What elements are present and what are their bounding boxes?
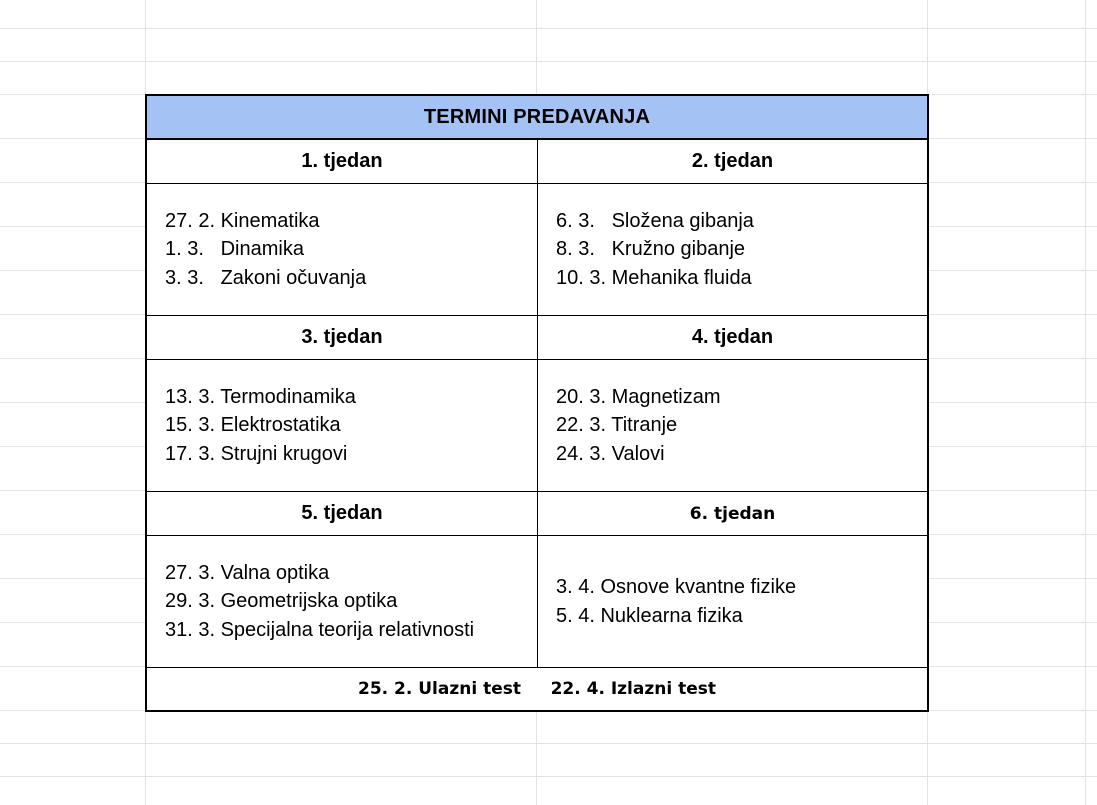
week-6-heading[interactable]: 6. tjedan: [538, 492, 927, 536]
lecture-item: 27. 3. Valna optika: [165, 561, 330, 584]
lecture-item: 20. 3. Magnetizam: [556, 385, 721, 408]
lecture-item: 8. 3. Kružno gibanje: [556, 238, 746, 261]
week-2-heading[interactable]: 2. tjedan: [538, 140, 927, 184]
week-4-lectures[interactable]: [538, 360, 927, 492]
lecture-item: 3. 4. Osnove kvantne fizike: [556, 576, 797, 598]
week-3-lectures[interactable]: [147, 360, 538, 492]
lecture-item: 31. 3. Specijalna teorija relativnosti: [165, 618, 475, 641]
table-title[interactable]: TERMINI PREDAVANJA: [147, 96, 927, 140]
week-2-lectures[interactable]: [538, 184, 927, 316]
week-1-lectures[interactable]: [147, 184, 538, 316]
test-dates-row[interactable]: [147, 668, 927, 710]
lecture-item: 13. 3. Termodinamika: [165, 385, 356, 408]
week-6-lectures[interactable]: [538, 536, 927, 668]
lecture-item: 22. 3. Titranje: [556, 414, 678, 437]
week-5-lectures[interactable]: [147, 536, 538, 668]
lecture-item: 27. 2. Kinematika: [165, 209, 320, 232]
lecture-item: 10. 3. Mehanika fluida: [556, 266, 752, 289]
lecture-item: 24. 3. Valovi: [556, 442, 665, 465]
exit-test-label: 22. 4. Izlazni test: [550, 679, 716, 699]
week-1-heading[interactable]: 1. tjedan: [147, 140, 538, 184]
entry-test-label: 25. 2. Ulazni test: [358, 679, 521, 699]
lecture-item: 1. 3. Dinamika: [165, 238, 304, 261]
lecture-item: 29. 3. Geometrijska optika: [165, 590, 398, 613]
lecture-item: 15. 3. Elektrostatika: [165, 414, 341, 437]
lecture-item: 17. 3. Strujni krugovi: [165, 442, 348, 465]
week-4-heading[interactable]: 4. tjedan: [538, 316, 927, 360]
week-5-heading[interactable]: 5. tjedan: [147, 492, 538, 536]
lecture-item: 6. 3. Složena gibanja: [556, 209, 754, 232]
lecture-item: 5. 4. Nuklearna fizika: [556, 604, 743, 627]
lecture-schedule-table: [145, 94, 929, 712]
week-3-heading[interactable]: 3. tjedan: [147, 316, 538, 360]
footer-spacer: [521, 679, 551, 699]
lecture-item: 3. 3. Zakoni očuvanja: [165, 266, 367, 289]
